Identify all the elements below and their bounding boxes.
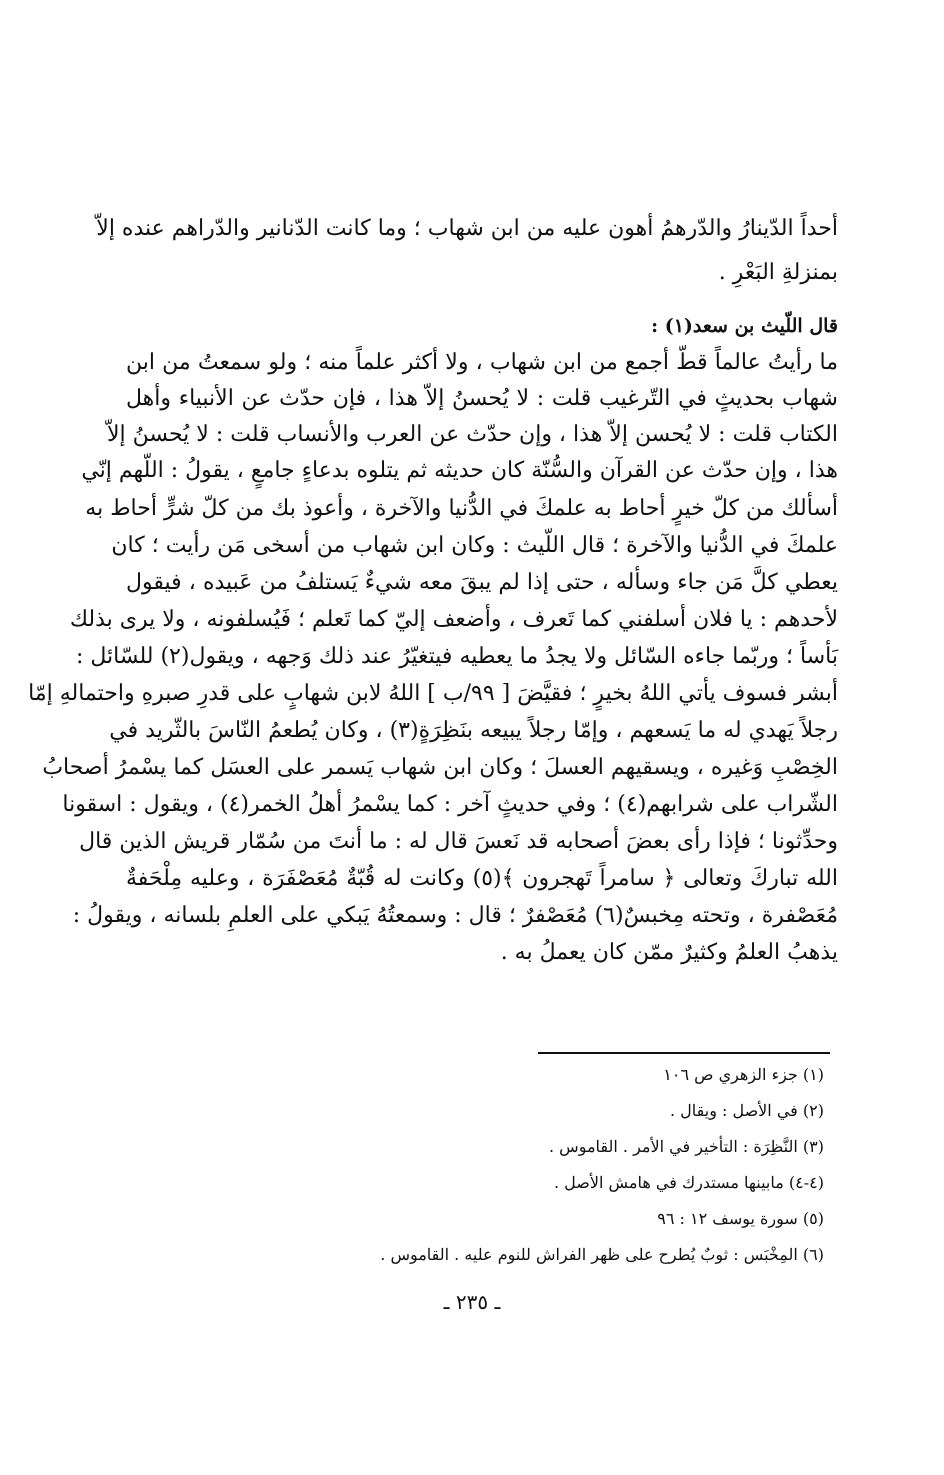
text-line: الشّراب على شرابهم(٤) ؛ وفي حديثٍ آخر : كما يسْمرُ أهلُ الخمر(٤) ، ويقول : اسقونا (62, 792, 838, 817)
text-line: بمنزلةِ البَعْرِ . (718, 260, 838, 285)
text-line: شهاب بحديثٍ في التّرغيب قلت : لا يُحسنُ إلاّ هذا ، فإن حدّث عن الأنبياء وأهل (126, 386, 838, 411)
text-line: أسألك من كلّ خيرٍ أحاط به علمكَ في الدُّنيا والآخرة ، وأعوذ بك من كلّ شرٍّ أحاط به (85, 496, 838, 521)
text-line: علمكَ في الدُّنيا والآخرة ؛ قال اللّيث : وكان ابن شهاب من أسخى مَن رأيت ؛ كان (111, 533, 838, 558)
text-line: وحدِّثونا ؛ فإذا رأى بعضَ أصحابه قد نَعسَ قال له : ما أنتَ من سُمّار قريش الذين قال (79, 829, 838, 854)
text-line: يعطي كلَّ مَن جاء وسأله ، حتى إذا لم يبقَ معه شيءٌ يَستلفُ من عَبيده ، فيقول (126, 570, 838, 595)
text-line: الكتاب قلت : لا يُحسن إلاّ هذا ، وإن حدّث عن العرب والأنساب قلت : لا يُحسنُ إلاّ (106, 422, 838, 447)
text-line: أحداً الدّينارُ والدّرهمُ أهون عليه من ابن شهاب ؛ وما كانت الدّنانير والدّراهم عنده إلاّ (96, 216, 838, 241)
section-heading: قال اللّيث بن سعد(١) : (651, 315, 838, 337)
text-line: بَأساً ؛ وربّما جاءه السّائل ولا يجدُ ما يعطيه فيتغيّرُ عند ذلك وَجهه ، ويقول(٢) للسّائل : (75, 644, 838, 669)
footnote: (٥) سورة يوسف ١٢ : ٩٦ (657, 1209, 824, 1228)
text-line: الخِصْبِ وَغيره ، ويسقيهم العسلَ ؛ وكان ابن شهاب يَسمر على العسَل كما يسْمرُ أصحابُ (42, 755, 838, 780)
footnote: (٣) النَّظِرَة : التأخير في الأمر . القاموس . (549, 1137, 824, 1156)
text-line: لأحدهم : يا فلان أسلفني كما تَعرف ، وأضعف إليّ كما تَعلم ؛ فَيُسلفونه ، ولا يرى بذلك (69, 607, 838, 632)
footnote: (١) جزء الزهري ص ١٠٦ (663, 1065, 824, 1084)
text-line: هذا ، وإن حدّث عن القرآن والسُّنّة كان حديثه ثم يتلوه بدعاءٍ جامعٍ ، يقولُ : اللّهم إنّي (81, 458, 838, 483)
page-number: ـ ٢٣٥ ـ (443, 1290, 501, 1314)
text-line: يذهبُ العلمُ وكثيرٌ ممّن كان يعملُ به . (500, 940, 838, 965)
footnote: (٦) المِخْبَس : ثوبٌ يُطرح على ظهر الفراش للنوم عليه . القاموس . (380, 1245, 824, 1264)
text-line: رجلاً يَهدي له ما يَسعهم ، وإمّا رجلاً يبيعه بنَظِرَةٍ(٣) ، وكان يُطعمُ النّاسَ بالثّريد في (109, 718, 838, 743)
text-line: ما رأيتُ عالماً قطّ أجمع من ابن شهاب ، ولا أكثر علماً منه ؛ ولو سمعتُ من ابن (126, 350, 838, 375)
footnote: (٤-٤) مابينها مستدرك في هامش الأصل . (553, 1173, 824, 1192)
footnote-divider (538, 1052, 830, 1054)
text-line: أبشر فسوف يأتي اللهُ بخيرٍ ؛ فقيَّضَ [ ٩٩/ب ] اللهُ لابن شهابٍ على قدرِ صبرهِ واحتمالهِ إمّا (28, 681, 838, 706)
text-line: الله تباركَ وتعالى ﴿ سامراً تَهجرون ﴾(٥) وكانت له قُبّةٌ مُعَصْفَرَة ، وعليه مِلْحَفةٌ (126, 866, 838, 891)
text-line: مُعَصْفرة ، وتحته مِخبسٌ(٦) مُعَصْفرٌ ؛ قال : وسمعتُهُ يَبكي على العلمِ بلسانه ، ويقولُ : (72, 903, 838, 928)
footnote: (٢) في الأصل : ويقال . (669, 1101, 824, 1120)
